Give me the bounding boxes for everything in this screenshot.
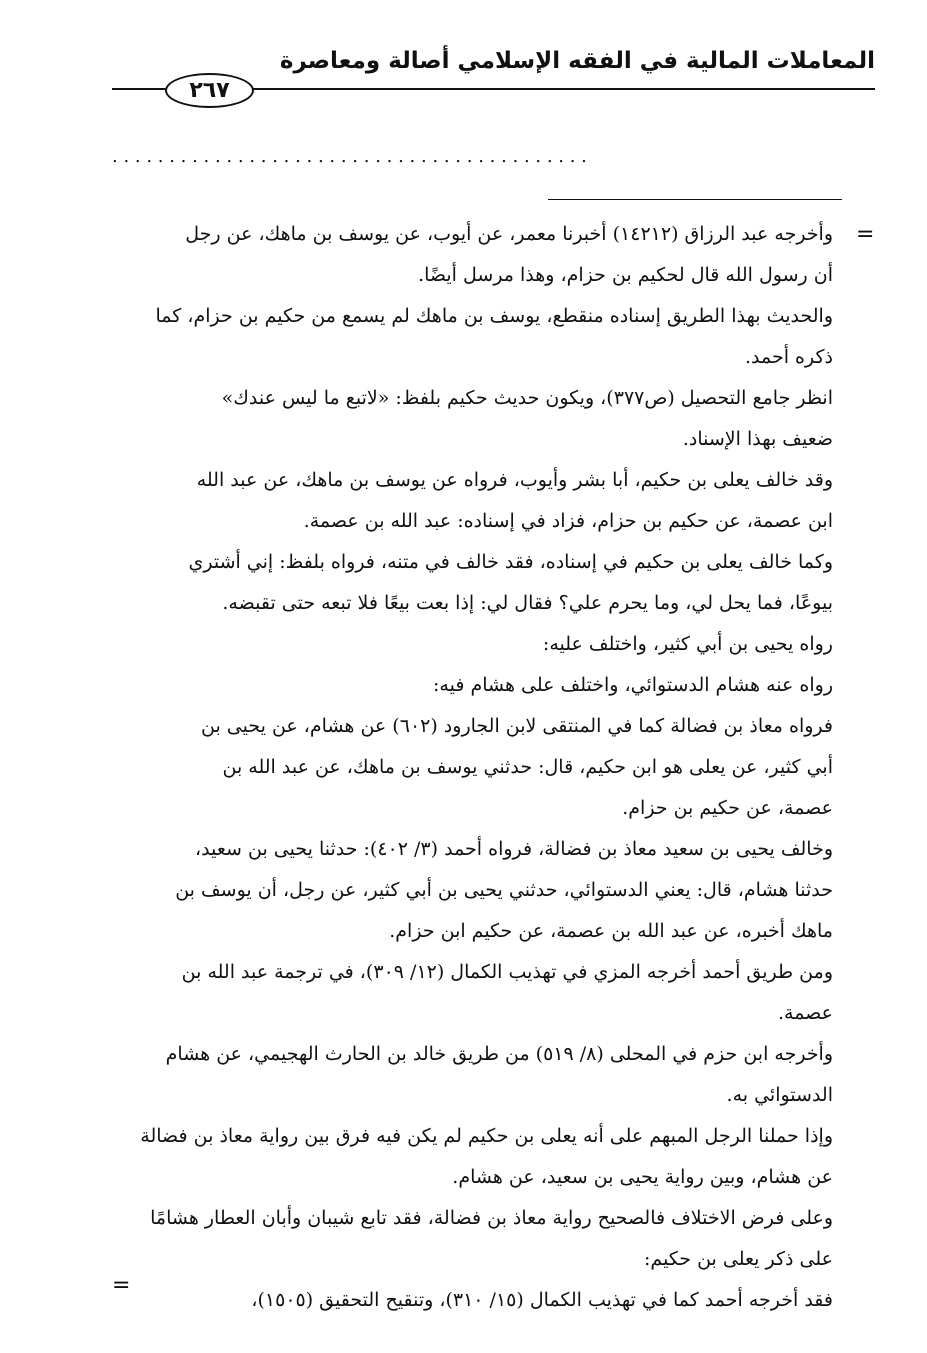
text-line: وأخرجه ابن حزم في المحلى (٨/ ٥١٩) من طريق خالد بن الحارث الهجيمي، عن هشام [165,1043,833,1065]
text-line: وعلى فرض الاختلاف فالصحيح رواية معاذ بن فضالة، فقد تابع شيبان وأبان العطار هشامًا [150,1207,833,1229]
text-line: رواه عنه هشام الدستوائي، واختلف على هشام فيه: [433,674,833,696]
text-line: عن هشام، وبين رواية يحيى بن سعيد، عن هشام. [452,1166,833,1188]
text-line: فرواه معاذ بن فضالة كما في المنتقى لابن الجارود (٦٠٢) عن هشام، عن يحيى بن [200,715,833,737]
footnote-rule [548,199,842,200]
text-line: حدثنا هشام، قال: يعني الدستوائي، حدثني يحيى بن أبي كثير، عن رجل، أن يوسف بن [175,879,833,901]
text-line: ومن طريق أحمد أخرجه المزي في تهذيب الكمال (١٢/ ٣٠٩)، في ترجمة عبد الله بن [181,961,833,983]
text-line: أبي كثير، عن يعلى هو ابن حكيم، قال: حدثني يوسف بن ماهك، عن عبد الله بن [222,756,833,778]
text-line: ضعيف بهذا الإسناد. [682,428,833,450]
continuation-mark-end: = [112,1273,131,1298]
running-header-title: المعاملات المالية في الفقه الإسلامي أصالة ومعاصرة [279,48,875,74]
text-line: وخالف يحيى بن سعيد معاذ بن فضالة، فرواه أحمد (٣/ ٤٠٢): حدثنا يحيى بن سعيد، [195,838,833,860]
text-line: بيوعًا، فما يحل لي، وما يحرم علي؟ فقال لي: إذا بعت بيعًا فلا تبعه حتى تقبضه. [222,592,833,614]
text-line: الدستوائي به. [726,1084,833,1106]
text-line: وأخرجه عبد الرزاق (١٤٢١٢) أخبرنا معمر، عن أيوب، عن يوسف بن ماهك، عن رجل [185,223,833,245]
text-line: وإذا حملنا الرجل المبهم على أنه يعلى بن حكيم لم يكن فيه فرق بين رواية معاذ بن فضالة [140,1125,833,1147]
text-line: ابن عصمة، عن حكيم بن حزام، فزاد في إسناده: عبد الله بن عصمة. [303,510,833,532]
separator-dots: . . . . . . . . . . . . . . . . . . . . . . . . . . . . . . . . . . . . . . . . . . [112,146,587,167]
footnote-text [103,214,833,1321]
page-header [0,0,927,110]
text-line: فقد أخرجه أحمد كما في تهذيب الكمال (١٥/ ٣١٠)، وتنقيح التحقيق (١٥٠٥)، [251,1289,833,1311]
text-line: عصمة، عن حكيم بن حزام. [622,797,833,819]
text-line: رواه يحيى بن أبي كثير، واختلف عليه: [542,633,833,655]
text-line: عصمة. [777,1002,833,1024]
text-line: وكما خالف يعلى بن حكيم في إسناده، فقد خالف في متنه، فرواه بلفظ: إني أشتري [188,551,833,573]
text-line: ذكره أحمد. [744,346,833,368]
text-line: على ذكر يعلى بن حكيم: [644,1248,833,1270]
text-line: وقد خالف يعلى بن حكيم، أبا بشر وأيوب، فرواه عن يوسف بن ماهك، عن عبد الله [196,469,833,491]
text-line: أن رسول الله قال لحكيم بن حزام، وهذا مرسل أيضًا. [418,264,833,286]
page-number-badge: ٢٦٧ [165,73,254,108]
text-line: انظر جامع التحصيل (ص٣٧٧)، ويكون حديث حكيم بلفظ: «لاتبع ما ليس عندك» [221,387,833,409]
text-line: والحديث بهذا الطريق إسناده منقطع، يوسف بن ماهك لم يسمع من حكيم بن حزام، كما [155,305,833,327]
continuation-mark-start: = [856,222,875,247]
text-line: ماهك أخبره، عن عبد الله بن عصمة، عن حكيم ابن حزام. [389,920,833,942]
